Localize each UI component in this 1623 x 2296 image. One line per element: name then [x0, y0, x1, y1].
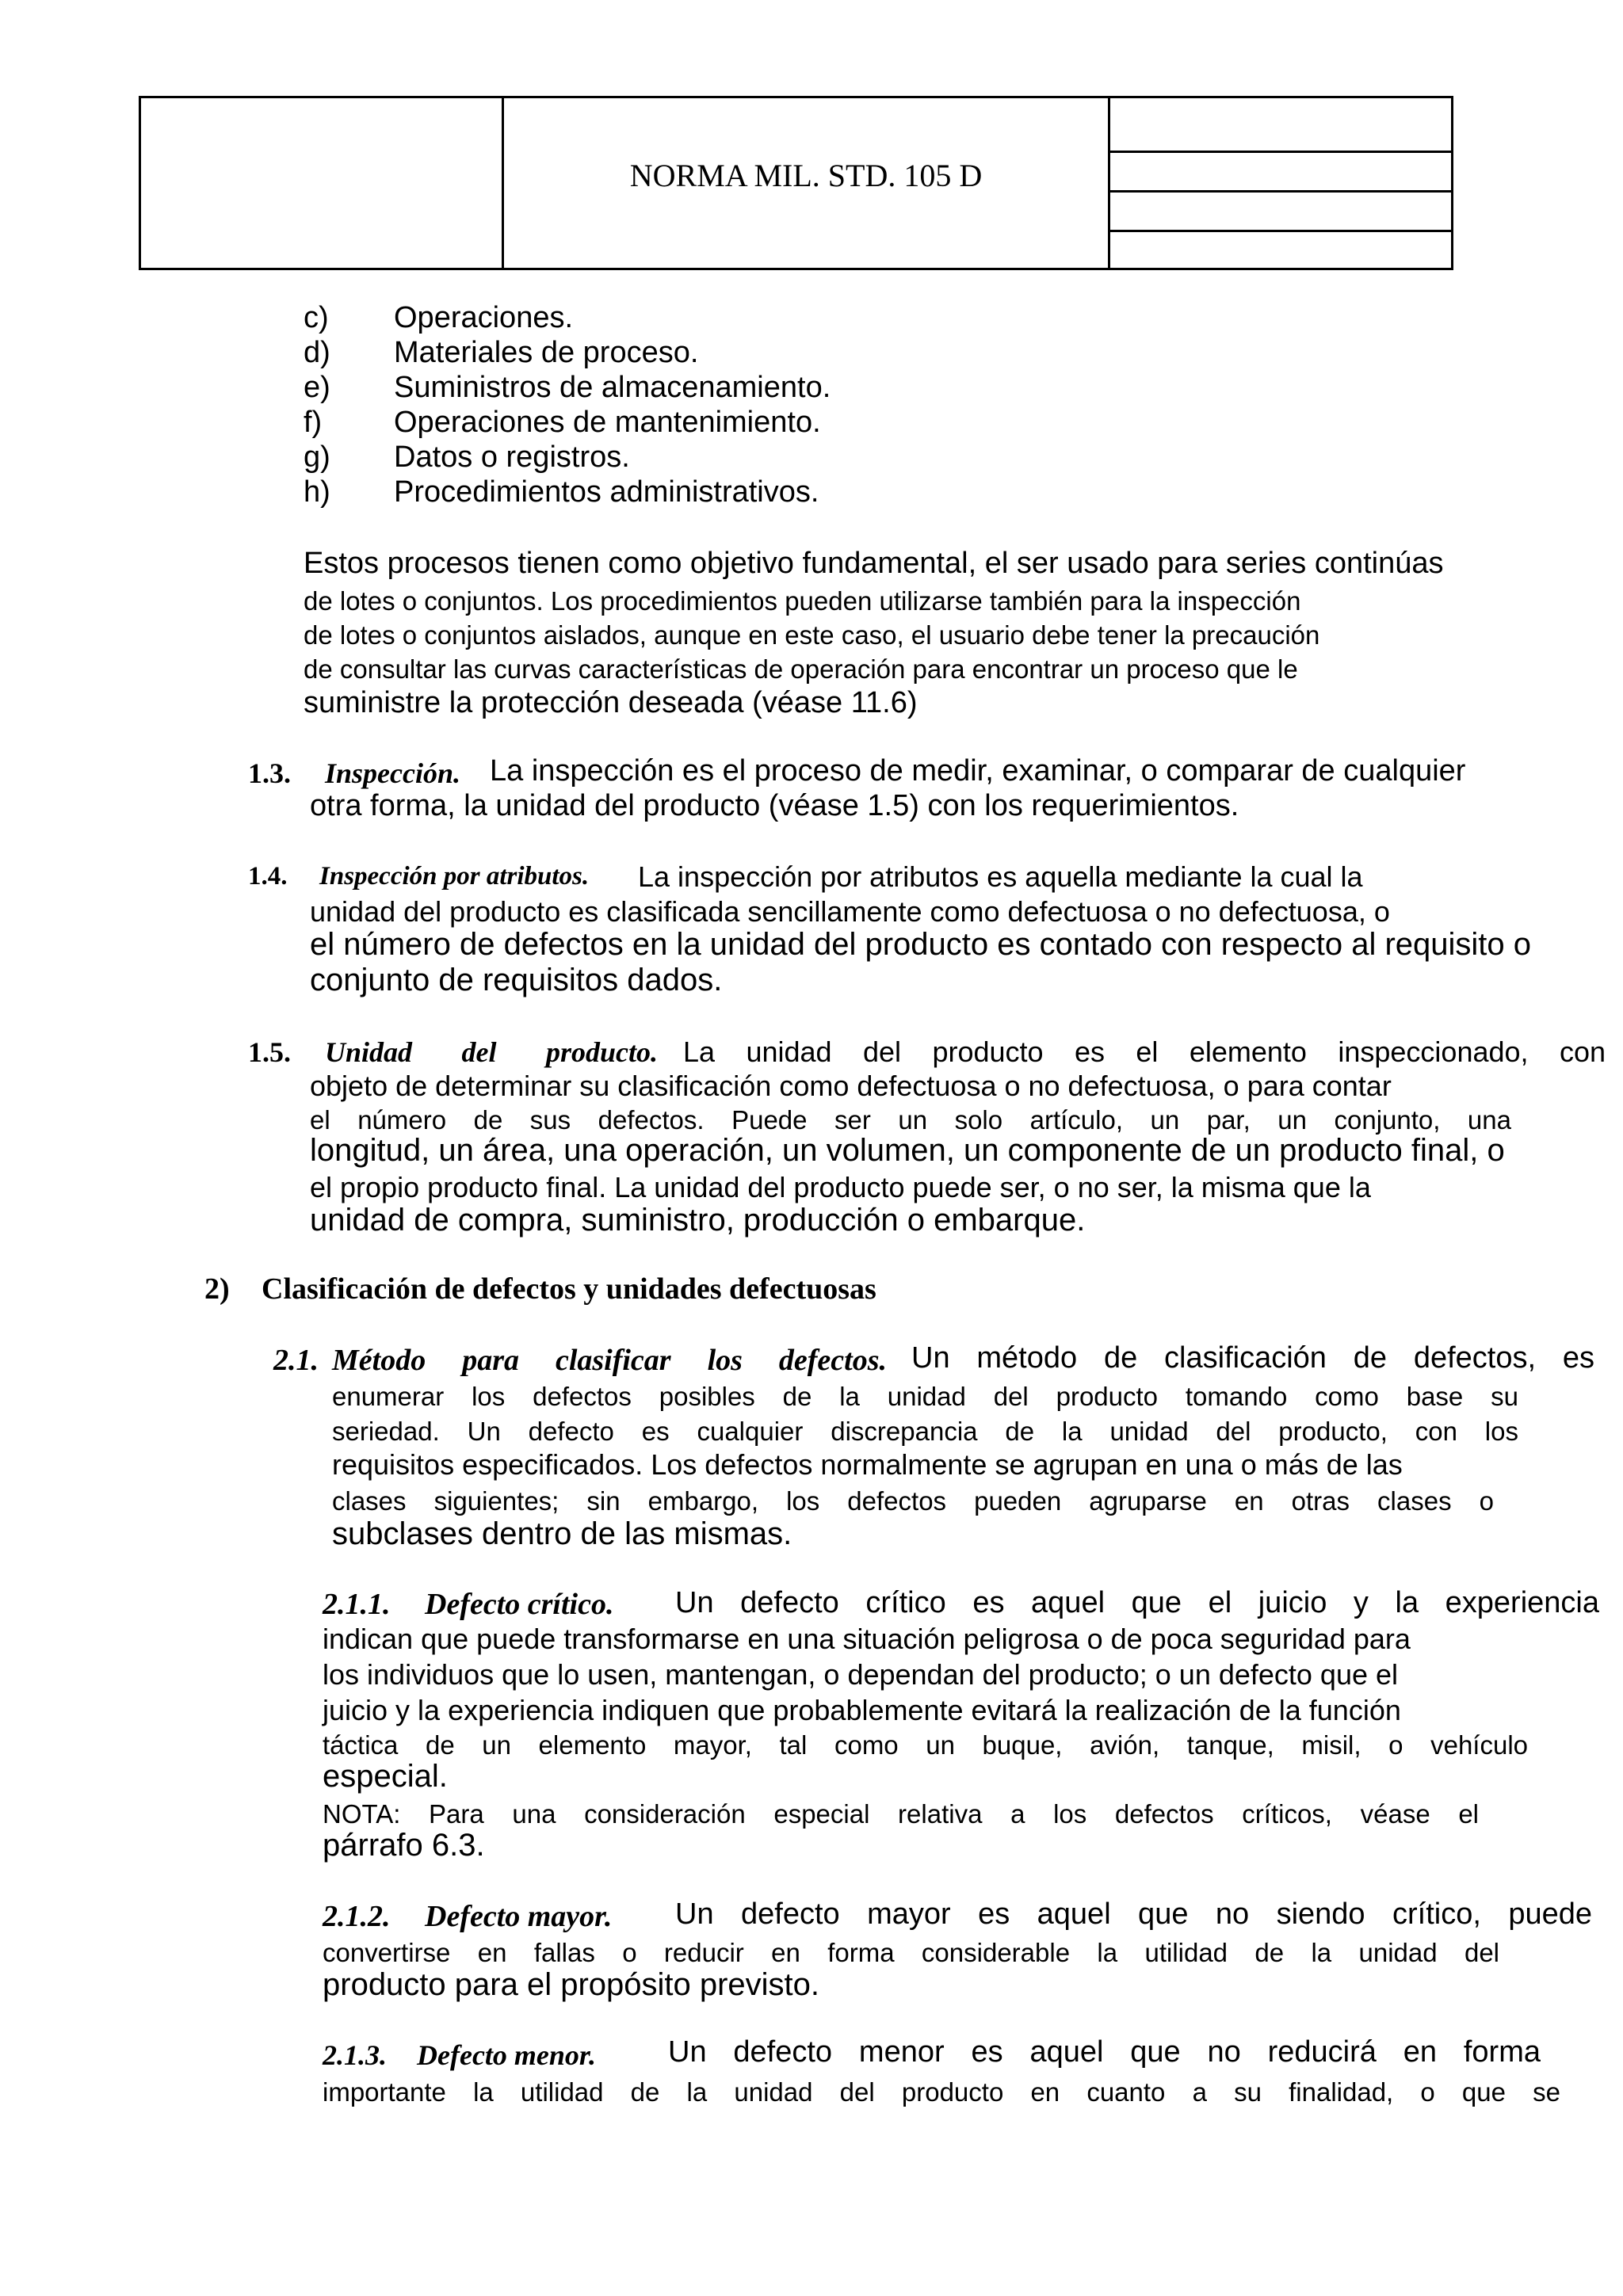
paragraph-line: el propio producto final. La unidad del producto puede ser, o no ser, la misma que la: [310, 1171, 1371, 1203]
list-item: Procedimientos administrativos.: [394, 475, 819, 509]
document-header: [139, 96, 1453, 270]
paragraph-line: clases siguientes; sin embargo, los defectos pueden agruparse en otras clases o: [332, 1486, 1494, 1516]
list-item: Datos o registros.: [394, 441, 630, 474]
section-heading: Unidad del producto.: [325, 1036, 658, 1068]
paragraph-line: subclases dentro de las mismas.: [332, 1516, 792, 1551]
paragraph-line: requisitos especificados. Los defectos normalmente se agrupan en una o más de las: [332, 1448, 1403, 1481]
paragraph-line: de consultar las curvas características de operación para encontrar un proceso que le: [304, 654, 1298, 684]
paragraph-line: conjunto de requisitos dados.: [310, 963, 723, 997]
section-number: 2.1.3.: [323, 2039, 387, 2071]
document-title: NORMA MIL. STD. 105 D: [629, 158, 983, 193]
paragraph-line: especial.: [323, 1759, 448, 1794]
section-number: 2): [204, 1272, 230, 1306]
paragraph-line: de lotes o conjuntos aislados, aunque en este caso, el usuario debe tener la precaución: [304, 620, 1320, 650]
paragraph-line: objeto de determinar su clasificación como defectuosa o no defectuosa, o para contar: [310, 1070, 1392, 1102]
section-number: 2.1.1.: [323, 1588, 391, 1621]
header-row-divider: [1110, 151, 1451, 153]
paragraph-line: Un defecto mayor es aquel que no siendo crítico, puede: [675, 1897, 1592, 1931]
paragraph-line: los individuos que lo usen, mantengan, o dependan del producto; o un defecto que el: [323, 1658, 1399, 1691]
paragraph-line: Un defecto menor es aquel que no reducirá en forma: [668, 2035, 1541, 2069]
header-info-cell: [1110, 98, 1451, 268]
section-heading: Inspección.: [325, 757, 460, 789]
paragraph-line: indican que puede transformarse en una situación peligrosa o de poca seguridad para: [323, 1623, 1411, 1655]
list-item: Operaciones.: [394, 301, 574, 334]
list-letter: c): [304, 301, 329, 334]
section-title: Clasificación de defectos y unidades defectuosas: [262, 1272, 876, 1306]
paragraph-line: importante la utilidad de la unidad del producto en cuanto a su finalidad, o que se: [323, 2077, 1560, 2107]
list-item: Materiales de proceso.: [394, 336, 699, 369]
paragraph-line: de lotes o conjuntos. Los procedimientos pueden utilizarse también para la inspección: [304, 586, 1301, 616]
section-heading: Defecto mayor.: [425, 1900, 613, 1933]
paragraph-line: Un método de clasificación de defectos, es: [911, 1341, 1594, 1375]
section-heading: Defecto menor.: [417, 2039, 596, 2071]
section-heading: Defecto crítico.: [425, 1588, 614, 1621]
list-letter: h): [304, 475, 330, 509]
list-letter: f): [304, 406, 323, 439]
list-letter: e): [304, 371, 330, 404]
paragraph-line: convertirse en fallas o reducir en forma considerable la utilidad de la unidad del: [323, 1938, 1499, 1967]
paragraph-line: unidad de compra, suministro, producción o embarque.: [310, 1203, 1086, 1238]
section-number: 1.3.: [248, 757, 291, 789]
header-row-divider: [1110, 230, 1451, 232]
section-heading: Inspección por atributos.: [319, 862, 590, 891]
paragraph-line: longitud, un área, una operación, un volumen, un componente de un producto final, o: [310, 1133, 1505, 1168]
section-number: 1.5.: [248, 1036, 291, 1068]
paragraph-line: unidad del producto es clasificada sencillamente como defectuosa o no defectuosa, o: [310, 895, 1390, 928]
nota-line: NOTA: Para una consideración especial relativa a los defectos críticos, véase el: [323, 1799, 1479, 1829]
paragraph-line: La inspección es el proceso de medir, examinar, o comparar de cualquier: [490, 754, 1466, 788]
section-number: 2.1.: [273, 1344, 319, 1377]
header-row-divider: [1110, 190, 1451, 193]
section-number: 2.1.2.: [323, 1900, 391, 1933]
paragraph-line: La unidad del producto es el elemento inspeccionado, con: [683, 1035, 1606, 1068]
paragraph-line: enumerar los defectos posibles de la unidad del producto tomando como base su: [332, 1382, 1518, 1411]
header-title-cell: [504, 98, 1110, 268]
list-item: Suministros de almacenamiento.: [394, 371, 831, 404]
paragraph-line: el número de defectos en la unidad del producto es contado con respecto al requisito o: [310, 927, 1532, 962]
list-letter: g): [304, 441, 330, 474]
paragraph-line: párrafo 6.3.: [323, 1828, 485, 1863]
paragraph-line: Estos procesos tienen como objetivo fundamental, el ser usado para series continúas: [304, 547, 1444, 580]
list-item: Operaciones de mantenimiento.: [394, 406, 821, 439]
paragraph-line: juicio y la experiencia indiquen que probablemente evitará la realización de la función: [323, 1694, 1401, 1726]
header-logo-cell: [141, 98, 504, 268]
paragraph-line: táctica de un elemento mayor, tal como un buque, avión, tanque, misil, o vehículo: [323, 1730, 1528, 1760]
paragraph-line: Un defecto crítico es aquel que el juicio y la experiencia: [675, 1586, 1599, 1619]
paragraph-line: producto para el propósito previsto.: [323, 1967, 820, 2002]
paragraph-line: La inspección por atributos es aquella mediante la cual la: [638, 860, 1363, 893]
paragraph-line: suministre la protección deseada (véase 11.6): [304, 686, 918, 719]
paragraph-line: seriedad. Un defecto es cualquier discrepancia de la unidad del producto, con los: [332, 1417, 1518, 1446]
paragraph-line: el número de sus defectos. Puede ser un solo artículo, un par, un conjunto, una: [310, 1105, 1511, 1135]
section-number: 1.4.: [248, 862, 288, 891]
section-heading: Método para clasificar los defectos.: [332, 1344, 887, 1377]
paragraph-line: otra forma, la unidad del producto (véase 1.5) con los requerimientos.: [310, 789, 1239, 822]
list-letter: d): [304, 336, 330, 369]
